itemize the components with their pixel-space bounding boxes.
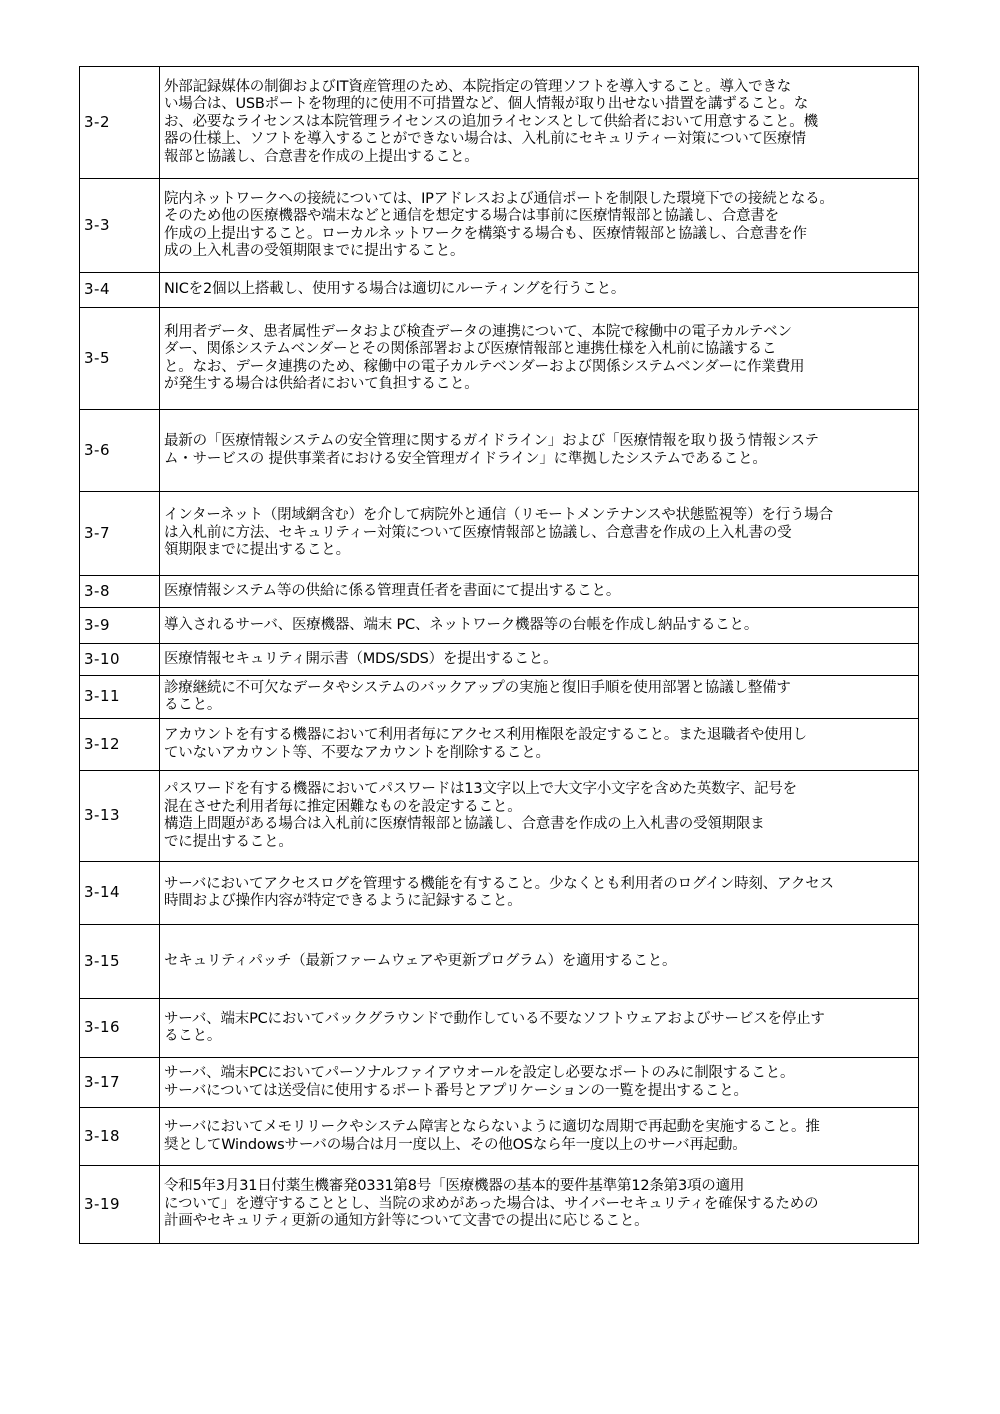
requirement-line: 最新の「医療情報システムの安全管理に関するガイドライン」および「医療情報を取り扱う情報システ [164,433,819,449]
item-number: 3-4 [80,273,160,308]
table-row [80,676,919,719]
requirement-line: アカウントを有する機器において利用者毎にアクセス利用権限を設定すること。また退職者や使用し [164,727,807,743]
requirement-line: 診療継続に不可欠なデータやシステムのバックアップの実施と復旧手順を使用部署と協議し整備す [164,679,791,696]
item-number: 3-6 [80,410,160,492]
requirement-line: NICを2個以上搭載し、使用する場合は適切にルーティングを行うこと。 [164,281,626,298]
item-number: 3-7 [80,492,160,576]
table-row [80,308,919,410]
requirement-line: 成の上入札書の受領期限までに提出すること。 [164,243,465,259]
requirement-text [160,67,919,179]
table-row [80,67,919,179]
requirement-line: サーバ、端末PCにおいてパーソナルファイアウオールを設定し必要なポートのみに制限すること。 [164,1065,795,1081]
table-row [80,608,919,644]
item-number: 3-11 [80,676,160,719]
requirement-text [160,273,919,308]
requirement-line: ていないアカウント等、不要なアカウントを削除すること。 [164,744,550,761]
requirement-text [160,1108,919,1166]
requirement-text [160,1166,919,1244]
item-number: 3-13 [80,771,160,862]
requirement-line: 報部と協議し、合意書を作成の上提出すること。 [164,148,479,165]
table-row [80,179,919,273]
requirement-line: サーバにおいてメモリリークやシステム障害とならないように適切な周期で再起動を実施すること。推 [164,1119,820,1135]
requirement-text [160,925,919,999]
requirement-line: 器の仕様上、ソフトを導入することができない場合は、入札前にセキュリティー対策について医療情 [164,131,806,148]
requirement-text [160,771,919,862]
table-row [80,999,919,1058]
requirement-line: ること。 [164,1028,222,1044]
requirement-line: 利用者データ、患者属性データおよび検査データの連携について、本院で稼働中の電子カルテベン [164,323,792,340]
table-row [80,925,919,999]
item-number: 3-18 [80,1108,160,1166]
table-row [80,576,919,608]
requirement-text [160,719,919,771]
requirement-text [160,576,919,608]
item-number: 3-3 [80,179,160,273]
requirement-line: 外部記録媒体の制御およびIT資産管理のため、本院指定の管理ソフトを導入すること。導入できな [164,78,792,95]
table-row [80,410,919,492]
item-number: 3-9 [80,608,160,644]
requirement-line: は入札前に方法、セキュリティー対策について医療情報部と協議し、合意書を作成の上入札書の受 [164,524,792,541]
requirement-text [160,410,919,492]
requirement-text [160,1058,919,1108]
requirement-line: 計画やセキュリティ更新の通知方針等について文書での提出に応じること。 [164,1213,649,1230]
requirement-line: 院内ネットワークへの接続については、IPアドレスおよび通信ポートを制限した環境下での接続となる。 [164,190,834,207]
requirement-line: 医療情報セキュリティ開示書（MDS/SDS）を提出すること。 [164,650,558,667]
item-number: 3-10 [80,644,160,676]
requirement-text [160,492,919,576]
item-number: 3-8 [80,576,160,608]
requirement-text [160,676,919,719]
requirement-line: 領期限までに提出すること。 [164,542,350,559]
table-row [80,771,919,862]
item-number: 3-15 [80,925,160,999]
requirement-line: サーバにおいてアクセスログを管理する機能を有すること。少なくとも利用者のログイン時刻、アクセス [164,875,834,892]
requirement-line: 令和5年3月31日付薬生機審発0331第8号「医療機器の基本的要件基準第12条第3項の適用 [164,1178,745,1195]
item-number: 3-12 [80,719,160,771]
requirements-table-body [80,67,919,1244]
item-number: 3-16 [80,999,160,1058]
requirement-line: お、必要なライセンスは本院管理ライセンスの追加ライセンスとして供給者において用意すること。機 [164,113,818,130]
table-row [80,273,919,308]
requirement-line: そのため他の医療機器や端末などと通信を想定する場合は事前に医療情報部と協議し、合意書を [164,208,779,224]
requirement-line: セキュリティパッチ（最新ファームウェアや更新プログラム）を適用すること。 [164,952,677,969]
item-number: 3-17 [80,1058,160,1108]
requirement-line: 奨としてWindowsサーバの場合は月一度以上、その他OSなら年一度以上のサーバ再起動。 [164,1136,747,1153]
item-number: 3-14 [80,862,160,925]
requirement-line: が発生する場合は供給者において負担すること。 [164,376,479,392]
requirement-line: パスワードを有する機器においてパスワードは13文字以上で大文字小文字を含めた英数字、記号を [164,781,797,797]
requirement-text [160,644,919,676]
requirement-line: でに提出すること。 [164,833,293,850]
requirement-line: 時間および操作内容が特定できるように記録すること。 [164,893,522,909]
requirement-line: ダー、関係システムベンダーとその関係部署および医療情報部と連携仕様を入札前に協議するこ [164,341,777,357]
requirement-line: について」を遵守することとし、当院の求めがあった場合は、サイバーセキュリティを確保するための [164,1195,819,1212]
requirement-line: 作成の上提出すること。ローカルネットワークを構築する場合も、医療情報部と協議し、合意書を作 [164,225,807,242]
requirement-text [160,608,919,644]
requirement-line: サーバについては送受信に使用するポート番号とアプリケーションの一覧を提出すること。 [164,1082,748,1099]
requirement-line: ム・サービスの 提供事業者における安全管理ガイドライン」に準拠したシステムであること。 [164,450,767,467]
table-row [80,862,919,925]
requirement-text [160,179,919,273]
requirement-text [160,308,919,410]
requirement-line: 構造上問題がある場合は入札前に医療情報部と協議し、合意書を作成の上入札書の受領期限ま [164,816,765,832]
requirement-text [160,999,919,1058]
table-row [80,644,919,676]
item-number: 3-5 [80,308,160,410]
table-row [80,1166,919,1244]
table-row [80,719,919,771]
requirement-line: 医療情報システム等の供給に係る管理責任者を書面にて提出すること。 [164,582,621,599]
requirements-table [79,66,919,1244]
table-row [80,1058,919,1108]
item-number: 3-2 [80,67,160,179]
requirement-line: い場合は、USBポートを物理的に使用不可措置など、個人情報が取り出せない措置を講ずること。な [164,96,809,113]
table-row [80,1108,919,1166]
requirement-line: 導入されるサーバ、医療機器、端末 PC、ネットワーク機器等の台帳を作成し納品すること。 [164,616,759,633]
requirement-line: 混在させた利用者毎に推定困難なものを設定すること。 [164,798,522,815]
requirement-line: ること。 [164,697,222,713]
requirement-line: と。なお、データ連携のため、稼働中の電子カルテベンダーおよび関係システムベンダーに作業費用 [164,358,805,375]
table-row [80,492,919,576]
requirement-line: インターネット（閉域網含む）を介して病院外と通信（リモートメンテナンスや状態監視等）を行う場合 [164,507,833,524]
requirement-text [160,862,919,925]
requirement-line: サーバ、端末PCにおいてバックグラウンドで動作している不要なソフトウェアおよびサービスを停止す [164,1010,825,1027]
item-number: 3-19 [80,1166,160,1244]
